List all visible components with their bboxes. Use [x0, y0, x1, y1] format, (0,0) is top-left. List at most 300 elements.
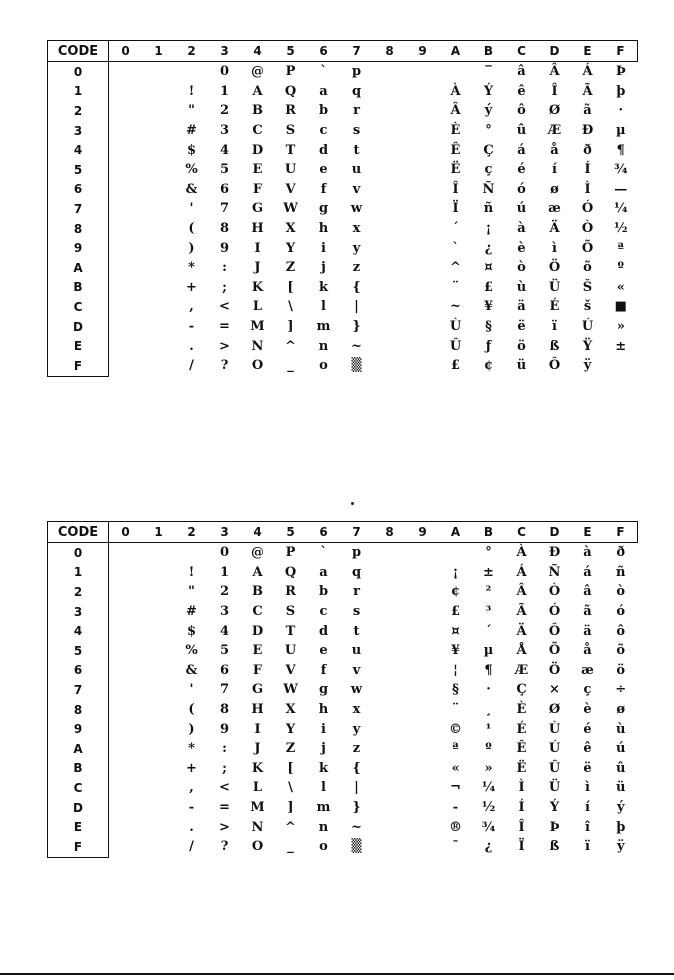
- table-cell: [109, 680, 143, 700]
- table-cell: Ä: [549, 221, 560, 237]
- table-cell: [373, 778, 406, 798]
- column-header: 1: [142, 41, 175, 62]
- table-cell: ': [189, 201, 194, 217]
- table-cell: K: [251, 760, 264, 776]
- table-cell: d: [318, 623, 329, 639]
- table-cell: þ: [616, 83, 626, 99]
- table-cell: ½: [481, 800, 496, 816]
- table-cell: ½: [613, 221, 628, 237]
- table-cell: 3: [219, 123, 230, 139]
- table-cell: ÿ: [616, 839, 625, 855]
- table-cell: R: [285, 584, 296, 600]
- character-code-table-1: [47, 40, 638, 377]
- table-cell: [109, 121, 143, 141]
- table-cell: [109, 238, 143, 258]
- table-cell: [142, 817, 175, 837]
- table-cell: À: [516, 545, 527, 561]
- table-cell: [406, 739, 439, 759]
- table-cell: z: [352, 741, 361, 757]
- row-code: E: [48, 817, 109, 837]
- table-cell: î: [585, 819, 590, 835]
- table-cell: [373, 278, 406, 298]
- table-cell: [373, 160, 406, 180]
- column-header: 9: [406, 41, 439, 62]
- table-cell: Õ: [581, 240, 594, 256]
- table-cell: [109, 160, 143, 180]
- table-cell: Þ: [549, 819, 560, 835]
- column-header: 5: [274, 522, 307, 543]
- table-cell: ñ: [483, 201, 494, 217]
- table-cell: 0: [219, 545, 230, 561]
- row-code: C: [48, 778, 109, 798]
- table-cell: [142, 837, 175, 857]
- table-cell: è: [517, 240, 526, 256]
- table-cell: Ö: [548, 662, 561, 678]
- table-cell: n: [318, 338, 329, 354]
- table-cell: Q: [284, 83, 297, 99]
- table-cell: á: [583, 564, 592, 580]
- table-cell: ÿ: [583, 358, 592, 374]
- table-cell: £: [483, 279, 494, 295]
- table-cell: M: [250, 800, 265, 816]
- table-cell: ë: [583, 760, 592, 776]
- table-cell: 7: [219, 682, 230, 698]
- table-cell: ¿: [484, 839, 493, 855]
- table-cell: [142, 238, 175, 258]
- table-cell: ~: [351, 338, 362, 354]
- table-cell: [406, 62, 439, 82]
- table-cell: Ú: [548, 741, 561, 757]
- table-cell: *: [188, 260, 195, 276]
- table-cell: Ô: [548, 358, 561, 374]
- table-cell: [406, 719, 439, 739]
- table-cell: ^: [450, 260, 461, 276]
- table-row: [48, 180, 638, 200]
- table-cell: [373, 356, 406, 376]
- table-cell: J: [254, 260, 261, 276]
- table-cell: À: [450, 83, 461, 99]
- table-cell: [109, 817, 143, 837]
- table-cell: v: [352, 662, 361, 678]
- column-header: 4: [241, 41, 274, 62]
- table-cell: #: [186, 123, 197, 139]
- table-cell: U: [284, 643, 297, 659]
- column-header: E: [571, 41, 604, 62]
- table-row: [48, 759, 638, 779]
- table-cell: ´: [452, 221, 459, 237]
- table-cell: q: [351, 83, 362, 99]
- table-cell: (: [188, 702, 195, 718]
- row-code: B: [48, 759, 109, 779]
- table-cell: W: [283, 682, 298, 698]
- table-cell: x: [352, 702, 361, 718]
- table-cell: ;: [222, 279, 227, 295]
- table-cell: =: [219, 800, 230, 816]
- table-cell: %: [185, 162, 198, 178]
- table-cell: [373, 641, 406, 661]
- table-cell: w: [350, 682, 363, 698]
- table-cell: T: [285, 623, 296, 639]
- table-cell: ×: [549, 682, 560, 698]
- table-row: [48, 680, 638, 700]
- table-cell: X: [285, 221, 296, 237]
- table-cell: =: [219, 319, 230, 335]
- column-header: 6: [307, 522, 340, 543]
- table-cell: +: [186, 279, 197, 295]
- table-cell: ä: [517, 299, 526, 315]
- table-cell: a: [319, 564, 328, 580]
- row-code: 3: [48, 602, 109, 622]
- table-cell: ƒ: [485, 338, 492, 354]
- table-cell: [406, 258, 439, 278]
- table-cell: ´: [485, 623, 492, 639]
- column-header: 0: [109, 41, 143, 62]
- table-cell: H: [251, 702, 264, 718]
- table-cell: ³: [485, 604, 492, 620]
- table-cell: g: [318, 201, 329, 217]
- table-cell: Ù: [548, 721, 561, 737]
- table-row: [48, 238, 638, 258]
- table-cell: [373, 336, 406, 356]
- table-cell: ö: [517, 338, 526, 354]
- table-cell: [142, 661, 175, 681]
- row-code: 6: [48, 661, 109, 681]
- table-cell: F: [252, 662, 263, 678]
- table-cell: S: [285, 604, 296, 620]
- table-cell: p: [351, 64, 362, 80]
- table-cell: ]: [287, 800, 294, 816]
- table-cell: #: [186, 604, 197, 620]
- table-cell: [109, 563, 143, 583]
- table-cell: Ó: [581, 201, 594, 217]
- table-cell: ë: [517, 319, 526, 335]
- table-cell: [142, 62, 175, 82]
- table-cell: M: [250, 319, 265, 335]
- table-cell: g: [318, 682, 329, 698]
- table-cell: «: [616, 279, 625, 295]
- table-cell: Ñ: [482, 181, 495, 197]
- table-cell: [109, 356, 143, 376]
- table-cell: ¢: [483, 358, 494, 374]
- table-cell: ú: [516, 201, 527, 217]
- table-cell: G: [251, 682, 264, 698]
- table-cell: [406, 661, 439, 681]
- table-cell: °: [485, 545, 492, 561]
- table-row: [48, 336, 638, 356]
- row-code: E: [48, 336, 109, 356]
- table-cell: [109, 278, 143, 298]
- table-cell: [406, 121, 439, 141]
- table-cell: [406, 160, 439, 180]
- table-cell: é: [517, 162, 526, 178]
- table-cell: v: [352, 181, 361, 197]
- table-cell: Ø: [548, 103, 561, 119]
- table-cell: ß: [549, 839, 560, 855]
- table-cell: É: [516, 721, 527, 737]
- table-cell: L: [252, 780, 263, 796]
- table-cell: ;: [222, 760, 227, 776]
- table-cell: .: [189, 819, 194, 835]
- header-row: [48, 522, 638, 543]
- table-cell: Ä: [516, 623, 527, 639]
- table-cell: ç: [484, 162, 493, 178]
- table-cell: Â: [516, 584, 527, 600]
- table-cell: š: [583, 299, 592, 315]
- table-cell: ¢: [450, 584, 461, 600]
- table-cell: [109, 101, 143, 121]
- table-cell: y: [352, 721, 361, 737]
- table-cell: |: [354, 299, 359, 315]
- column-header: 6: [307, 41, 340, 62]
- table-cell: [373, 582, 406, 602]
- table-cell: P: [285, 64, 296, 80]
- table-cell: e: [319, 643, 328, 659]
- table-cell: è: [583, 702, 592, 718]
- column-header: C: [505, 522, 538, 543]
- table-cell: ª: [452, 741, 459, 757]
- table-cell: %: [185, 643, 198, 659]
- table-cell: [406, 336, 439, 356]
- table-cell: [109, 317, 143, 337]
- table-cell: [109, 62, 143, 82]
- table-cell: ó: [616, 604, 626, 620]
- row-code: 2: [48, 101, 109, 121]
- table-cell: n: [318, 819, 329, 835]
- row-code: A: [48, 258, 109, 278]
- stray-dot: [351, 502, 354, 505]
- table-row: [48, 563, 638, 583]
- table-row: [48, 297, 638, 317]
- table-cell: Â: [549, 64, 560, 80]
- table-cell: [373, 219, 406, 239]
- table-cell: [373, 199, 406, 219]
- table-cell: [373, 121, 406, 141]
- table-cell: [109, 180, 143, 200]
- table-cell: [142, 219, 175, 239]
- row-code: 9: [48, 719, 109, 739]
- row-code: 0: [48, 62, 109, 82]
- table-cell: >: [219, 819, 230, 835]
- table-cell: Ý: [483, 83, 494, 99]
- table-cell: £: [450, 604, 461, 620]
- table-cell: ‾: [485, 64, 492, 80]
- table-cell: [142, 317, 175, 337]
- column-header: F: [604, 41, 638, 62]
- table-cell: ï: [585, 839, 590, 855]
- table-cell: 6: [219, 662, 230, 678]
- table-cell: [373, 602, 406, 622]
- table-cell: Ê: [450, 142, 461, 158]
- table-cell: m: [316, 800, 331, 816]
- table-cell: \: [288, 780, 293, 796]
- table-cell: A: [252, 564, 263, 580]
- table-cell: Ý: [549, 800, 560, 816]
- table-cell: t: [353, 142, 360, 158]
- table-cell: [406, 278, 439, 298]
- table-cell: [406, 563, 439, 583]
- table-cell: &: [185, 662, 198, 678]
- table-cell: [142, 278, 175, 298]
- table-cell: 5: [219, 162, 230, 178]
- table-cell: »: [484, 760, 493, 776]
- table-cell: P: [285, 545, 296, 561]
- table-cell: »: [616, 319, 625, 335]
- table-cell: ê: [517, 83, 526, 99]
- table-cell: [142, 199, 175, 219]
- row-code: 8: [48, 219, 109, 239]
- table-cell: H: [251, 221, 264, 237]
- table-cell: [406, 680, 439, 700]
- table-cell: [142, 798, 175, 818]
- table-cell: R: [285, 103, 296, 119]
- table-cell: [142, 719, 175, 739]
- table-cell: [406, 817, 439, 837]
- table-cell: Þ: [615, 64, 626, 80]
- table-cell: £: [450, 358, 461, 374]
- table-cell: Õ: [548, 643, 561, 659]
- table-cell: É: [549, 299, 560, 315]
- table-cell: k: [318, 279, 328, 295]
- table-cell: [142, 101, 175, 121]
- table-row: [48, 602, 638, 622]
- table-cell: Ø: [548, 702, 561, 718]
- table-cell: ¨: [452, 702, 459, 718]
- table-cell: |: [354, 780, 359, 796]
- table-cell: ¼: [613, 201, 628, 217]
- table-cell: C: [252, 123, 263, 139]
- table-cell: [142, 739, 175, 759]
- table-cell: Á: [516, 564, 527, 580]
- table-cell: [373, 62, 406, 82]
- table-cell: d: [318, 142, 329, 158]
- table-row: [48, 121, 638, 141]
- table-cell: }: [352, 319, 361, 335]
- table-cell: e: [319, 162, 328, 178]
- table-cell: .: [189, 338, 194, 354]
- row-code: 4: [48, 621, 109, 641]
- column-header: 8: [373, 522, 406, 543]
- table-row: [48, 62, 638, 82]
- row-code: 9: [48, 238, 109, 258]
- table-cell: [109, 297, 143, 317]
- row-code: 8: [48, 700, 109, 720]
- table-cell: _: [287, 358, 294, 374]
- table-cell: º: [485, 741, 492, 757]
- column-header: 8: [373, 41, 406, 62]
- row-code: 7: [48, 199, 109, 219]
- table-cell: E: [252, 162, 263, 178]
- table-cell: [109, 798, 143, 818]
- table-cell: 4: [219, 142, 230, 158]
- table-cell: W: [283, 201, 298, 217]
- table-cell: Ì: [584, 181, 591, 197]
- table-cell: O: [251, 358, 264, 374]
- table-cell: ¥: [483, 299, 494, 315]
- column-header: 1: [142, 522, 175, 543]
- table-cell: ¯: [452, 839, 459, 855]
- table-cell: 2: [219, 584, 230, 600]
- row-code: D: [48, 798, 109, 818]
- table-row: [48, 317, 638, 337]
- table-cell: J: [254, 741, 261, 757]
- column-header: 3: [208, 522, 241, 543]
- table-cell: [406, 621, 439, 641]
- table-cell: 5: [219, 643, 230, 659]
- table-cell: [406, 798, 439, 818]
- table-cell: j: [321, 260, 326, 276]
- table-cell: -: [452, 800, 459, 816]
- table-cell: [109, 641, 143, 661]
- table-cell: [109, 199, 143, 219]
- table-cell: [406, 101, 439, 121]
- table-cell: b: [318, 103, 329, 119]
- table-cell: ~: [450, 299, 461, 315]
- table-cell: y: [352, 240, 361, 256]
- table-cell: L: [252, 299, 263, 315]
- table-cell: I: [254, 240, 261, 256]
- table-cell: G: [251, 201, 264, 217]
- row-code: 5: [48, 160, 109, 180]
- table-cell: ñ: [616, 564, 626, 580]
- row-code: 0: [48, 543, 109, 563]
- table-cell: ¹: [485, 721, 492, 737]
- table-cell: ð: [616, 545, 626, 561]
- table-cell: }: [352, 800, 361, 816]
- table-cell: ý: [484, 103, 493, 119]
- table-cell: ã: [583, 604, 592, 620]
- table-cell: ": [188, 103, 195, 119]
- table-row: [48, 719, 638, 739]
- table-cell: 9: [219, 240, 230, 256]
- table-cell: ®: [449, 819, 462, 835]
- table-cell: ¤: [484, 260, 493, 276]
- table-cell: Ç: [483, 142, 494, 158]
- table-cell: [142, 543, 175, 563]
- table-cell: ¸: [485, 702, 492, 718]
- table-cell: ¥: [450, 643, 461, 659]
- table-cell: Æ: [514, 662, 529, 678]
- table-cell: [142, 140, 175, 160]
- table-cell: A: [252, 83, 263, 99]
- table-cell: º: [617, 260, 624, 276]
- column-header: A: [439, 522, 472, 543]
- table-cell: o: [319, 358, 328, 374]
- table-cell: I: [254, 721, 261, 737]
- table-cell: Ò: [581, 221, 594, 237]
- table-cell: ▒: [351, 839, 362, 855]
- table-cell: [109, 543, 143, 563]
- row-code: 1: [48, 563, 109, 583]
- table-cell: `: [320, 64, 327, 80]
- table-cell: [142, 180, 175, 200]
- table-cell: V: [285, 181, 296, 197]
- table-cell: [406, 238, 439, 258]
- table-cell: å: [583, 643, 592, 659]
- table-cell: ã: [583, 103, 592, 119]
- table-cell: 1: [219, 564, 230, 580]
- table-cell: s: [352, 604, 361, 620]
- table-cell: m: [316, 319, 331, 335]
- table-cell: `: [320, 545, 327, 561]
- table-cell: 3: [219, 604, 230, 620]
- table-cell: Ì: [518, 780, 525, 796]
- table-cell: ¦: [453, 662, 458, 678]
- table-cell: -: [188, 319, 195, 335]
- table-cell: S: [285, 123, 296, 139]
- table-cell: B: [252, 103, 263, 119]
- table-cell: D: [251, 623, 264, 639]
- table-cell: é: [583, 721, 592, 737]
